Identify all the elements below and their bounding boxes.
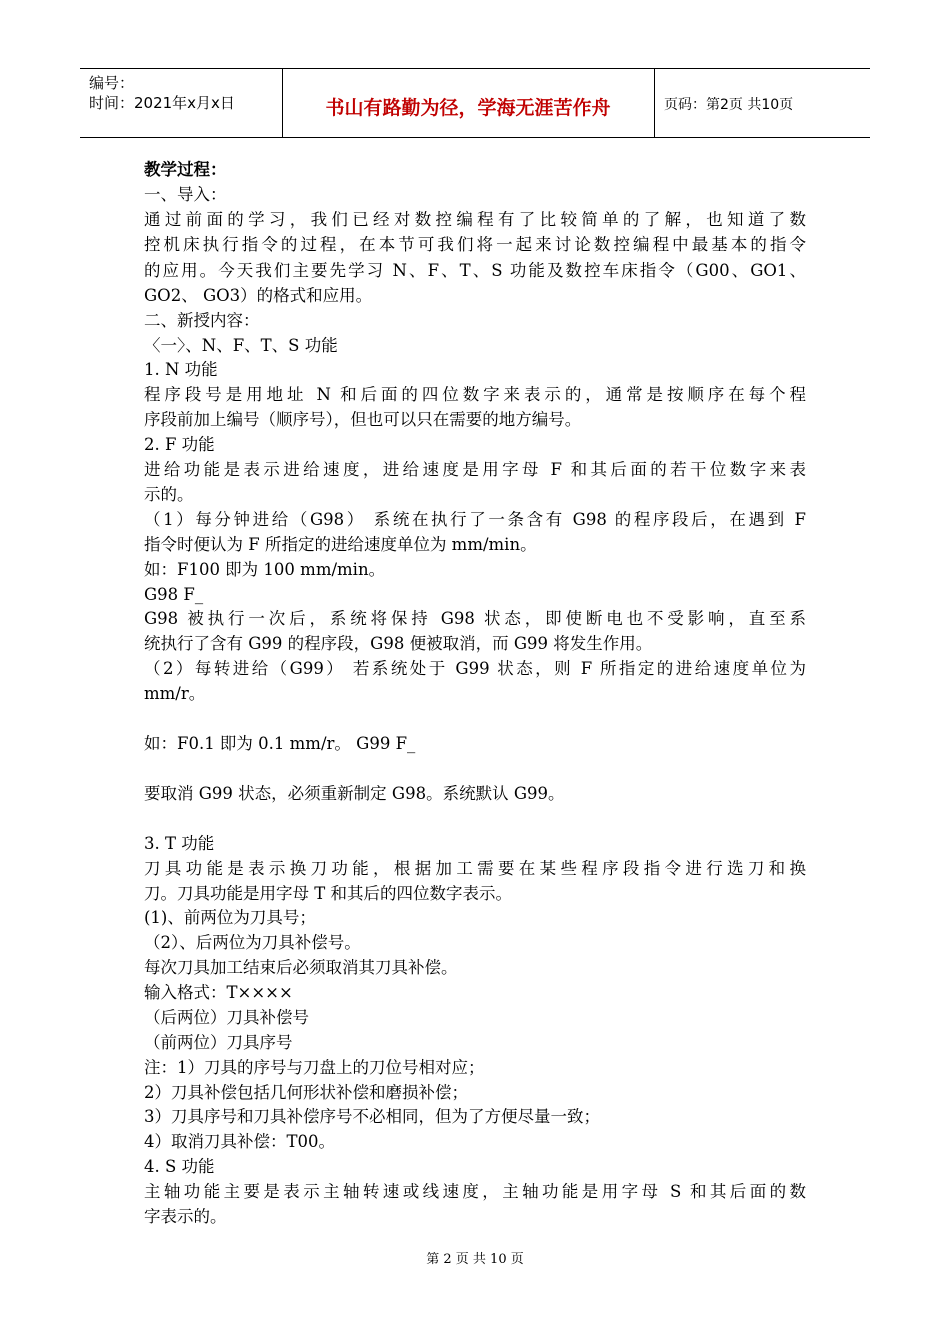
code-line: G98 F_ — [144, 585, 204, 604]
heading: 2. F 功能 — [144, 435, 215, 454]
paragraph-line: mm/r。 — [144, 684, 206, 703]
paragraph-line: 刀。刀具功能是用字母 T 和其后的四位数字表示。 — [144, 884, 512, 903]
format-line: （前两位）刀具序号 — [144, 1033, 293, 1052]
paragraph-line: 主轴功能主要是表示主轴转速或线速度，主轴功能是用字母 S 和其后面的数 — [144, 1182, 806, 1201]
motto: 书山有路勤为径，学海无涯苦作舟 — [325, 97, 611, 119]
header-divider — [654, 69, 655, 137]
paragraph-line: GO2、 GO3）的格式和应用。 — [144, 286, 373, 305]
paragraph-line: 序段前加上编号（顺序号），但也可以只在需要的地方编号。 — [144, 410, 582, 429]
paragraph-line: 程序段号是用地址 N 和后面的四位数字来表示的，通常是按顺序在每个程 — [144, 385, 806, 404]
note-line: 注：1）刀具的序号与刀盘上的刀位号相对应； — [144, 1058, 485, 1077]
page-header — [80, 68, 870, 138]
paragraph-line: 刀具功能是表示换刀功能，根据加工需要在某些程序段指令进行选刀和换 — [144, 859, 806, 878]
section-title: 教学过程： — [144, 160, 227, 179]
paragraph-line: 字表示的。 — [144, 1207, 227, 1226]
paragraph-line: 统执行了含有 G99 的程序段，G98 便被取消，而 G99 将发生作用。 — [144, 634, 653, 653]
list-item: （2）、后两位为刀具补偿号。 — [144, 933, 361, 952]
heading: 1. N 功能 — [144, 360, 218, 379]
header-meta — [89, 73, 235, 113]
paragraph-line: 指令时便认为 F 所指定的进给速度单位为 mm/min。 — [144, 535, 537, 554]
paragraph-line: G98 被执行一次后，系统将保持 G98 状态，即使断电也不受影响，直至系 — [144, 609, 806, 628]
list-item: (1)、前两位为刀具号； — [144, 908, 316, 927]
paragraph-line: 进给功能是表示进给速度，进给速度是用字母 F 和其后面的若干位数字来表 — [144, 460, 806, 479]
heading: 〈一〉、N、F、T、S 功能 — [144, 336, 338, 355]
format-line: （后两位）刀具补偿号 — [144, 1008, 309, 1027]
note-line: 2）刀具补偿包括几何形状补偿和磨损补偿； — [144, 1083, 468, 1102]
paragraph-line: 控机床执行指令的过程，在本节可我们将一起来讨论数控编程中最基本的指令 — [144, 235, 806, 254]
note-line: 3）刀具序号和刀具补偿序号不必相同，但为了方便尽量一致； — [144, 1107, 600, 1126]
date-line: 时间：2021年x月x日 — [89, 94, 235, 112]
format-line: 输入格式：T×××× — [144, 983, 293, 1002]
paragraph-line: 的应用。今天我们主要先学习 N、F、T、S 功能及数控车床指令（G00、GO1、 — [144, 261, 806, 280]
example-line: 如：F100 即为 100 mm/min。 — [144, 560, 386, 579]
page-info: 页码：第2页 共10页 — [664, 97, 794, 113]
page-footer: 第 2 页 共 10 页 — [426, 1252, 524, 1267]
paragraph-line: 每次刀具加工结束后必须取消其刀具补偿。 — [144, 958, 458, 977]
example-line: 如：F0.1 即为 0.1 mm/r。 G99 F_ — [144, 734, 416, 753]
note-line: 4）取消刀具补偿：T00。 — [144, 1132, 335, 1151]
heading: 二、新授内容： — [144, 311, 260, 330]
paragraph-line: 示的。 — [144, 485, 194, 504]
paragraph-line: 要取消 G99 状态，必须重新制定 G98。系统默认 G99。 — [144, 784, 565, 803]
paragraph-line: 通过前面的学习，我们已经对数控编程有了比较简单的了解，也知道了数 — [144, 210, 806, 229]
heading: 一、导入： — [144, 185, 227, 204]
heading: 4. S 功能 — [144, 1157, 215, 1176]
number-label: 编号： — [89, 74, 135, 92]
heading: 3. T 功能 — [144, 834, 215, 853]
paragraph-line: （1）每分钟进给（G98） 系统在执行了一条含有 G98 的程序段后，在遇到 F — [144, 510, 806, 529]
paragraph-line: （2）每转进给（G99） 若系统处于 G99 状态，则 F 所指定的进给速度单位为 — [144, 659, 806, 678]
